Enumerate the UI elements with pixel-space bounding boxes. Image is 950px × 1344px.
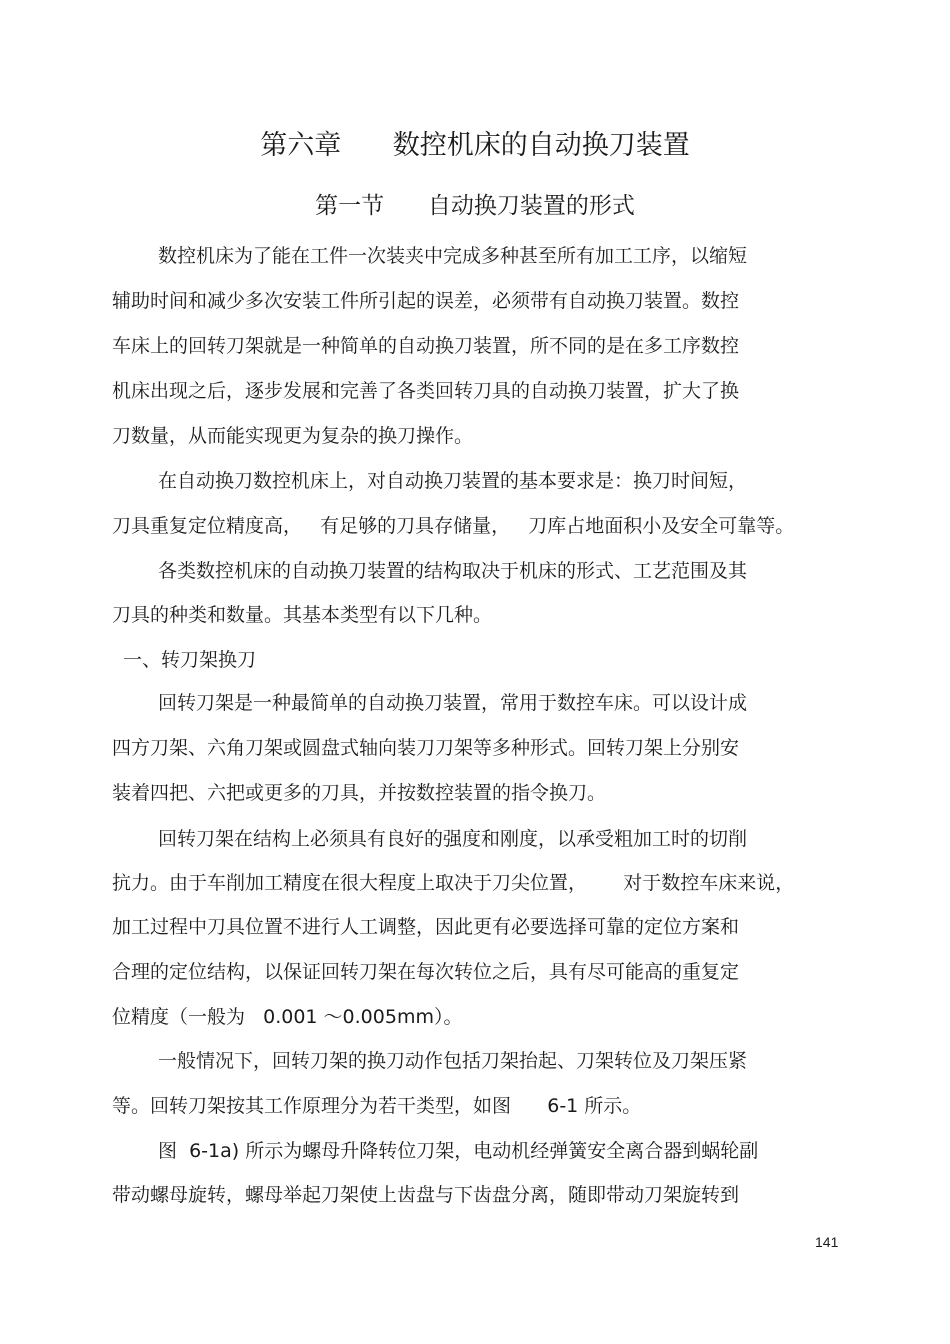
subsection-heading: 一、转刀架换刀 bbox=[123, 649, 257, 671]
body-line-7: 刀具重复定位精度高， 有足够的刀具存储量， 刀库占地面积小及安全可靠等。 bbox=[112, 515, 795, 537]
body-line-16: 加工过程中刀具位置不进行人工调整，因此更有必要选择可靠的定位方案和 bbox=[112, 916, 740, 938]
body-line-4: 机床出现之后，逐步发展和完善了各类回转刀具的自动换刀装置，扩大了换 bbox=[112, 380, 740, 402]
body-line-3: 车床上的回转刀架就是一种简单的自动换刀装置，所不同的是在多工序数控 bbox=[112, 335, 740, 357]
body-line-18: 位精度（一般为 0.001 ～0.005mm）。 bbox=[112, 1006, 463, 1028]
section-title: 第一节 自动换刀装置的形式 bbox=[315, 193, 635, 219]
body-line-9: 刀具的种类和数量。其基本类型有以下几种。 bbox=[112, 604, 493, 626]
body-line-17: 合理的定位结构，以保证回转刀架在每次转位之后，具有尽可能高的重复定 bbox=[112, 961, 740, 983]
body-line-13: 装着四把、六把或更多的刀具，并按数控装置的指令换刀。 bbox=[112, 782, 607, 804]
body-line-14: 回转刀架在结构上必须具有良好的强度和刚度，以承受粗加工时的切削 bbox=[158, 828, 748, 850]
body-line-5: 刀数量，从而能实现更为复杂的换刀操作。 bbox=[112, 425, 474, 447]
body-line-11: 回转刀架是一种最简单的自动换刀装置，常用于数控车床。可以设计成 bbox=[158, 692, 748, 714]
body-line-1: 数控机床为了能在工件一次装夹中完成多种甚至所有加工工序，以缩短 bbox=[158, 245, 748, 267]
body-line-22: 带动螺母旋转，螺母举起刀架使上齿盘与下齿盘分离，随即带动刀架旋转到 bbox=[112, 1184, 740, 1206]
body-line-2: 辅助时间和减少多次安装工件所引起的误差，必须带有自动换刀装置。数控 bbox=[112, 290, 740, 312]
body-line-20: 等。回转刀架按其工作原理分为若干类型，如图 6-1 所示。 bbox=[112, 1095, 642, 1117]
body-line-15: 抗力。由于车削加工精度在很大程度上取决于刀尖位置， 对于数控车床来说， bbox=[112, 872, 795, 894]
page-number: 141 bbox=[815, 1234, 839, 1250]
body-line-6: 在自动换刀数控机床上，对自动换刀装置的基本要求是：换刀时间短， bbox=[158, 470, 748, 492]
body-line-12: 四方刀架、六角刀架或圆盘式轴向装刀刀架等多种形式。回转刀架上分别安 bbox=[112, 737, 740, 759]
chapter-title: 第六章 数控机床的自动换刀装置 bbox=[260, 130, 690, 161]
body-line-8: 各类数控机床的自动换刀装置的结构取决于机床的形式、工艺范围及其 bbox=[158, 560, 748, 582]
body-line-21: 图 6-1a) 所示为螺母升降转位刀架，电动机经弹簧安全离合器到蜗轮副 bbox=[158, 1140, 759, 1162]
body-line-19: 一般情况下，回转刀架的换刀动作包括刀架抬起、刀架转位及刀架压紧 bbox=[158, 1050, 748, 1072]
